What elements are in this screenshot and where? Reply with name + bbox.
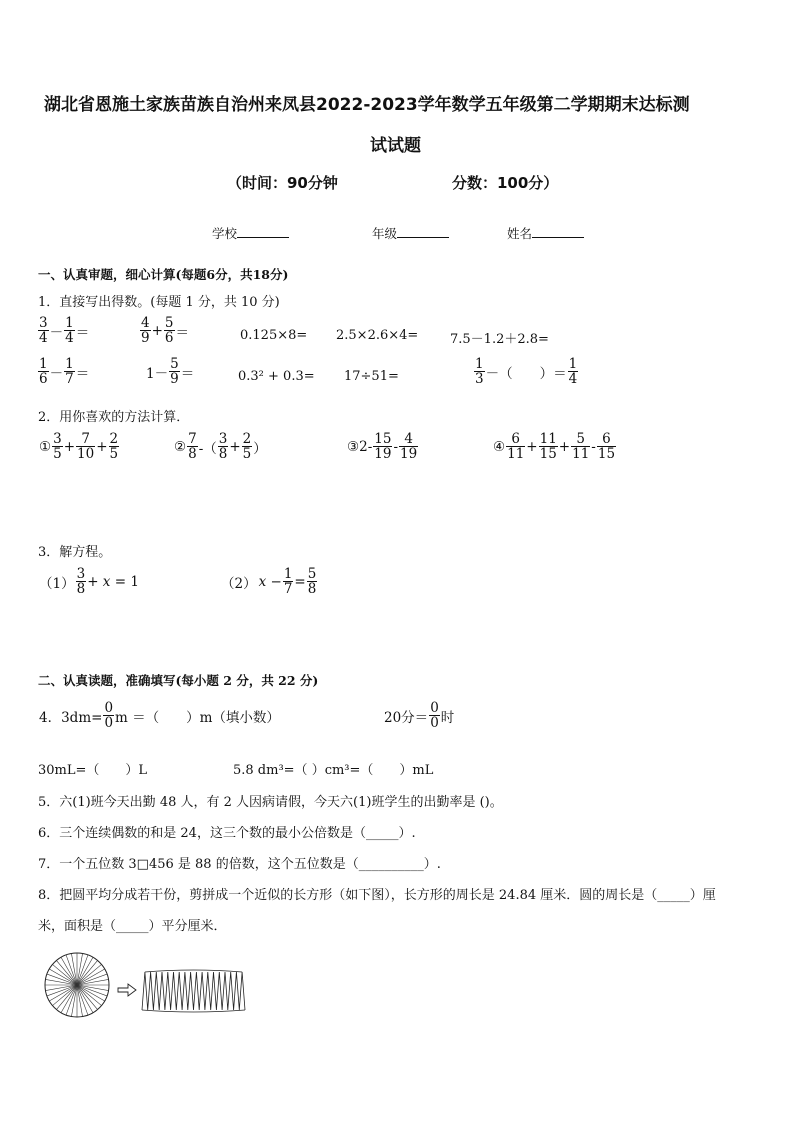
sector-circle	[45, 953, 109, 1017]
rearranged-rectangle	[142, 970, 245, 1012]
q8-figure	[40, 948, 255, 1023]
grade-field	[372, 224, 449, 242]
q4-line1-left: 4．3dm= $\frac{0}{0}$ m ＝（ ）m（填小数）	[39, 700, 280, 732]
title-line-1: 湖北省恩施土家族苗族自治州来凤县2022-2023学年数学五年级第二学期期末达标测	[44, 95, 690, 115]
q4-line2-right: 5.8 dm³=（ ）cm³=（ ）mL	[233, 763, 434, 778]
q5: 5．六(1)班今天出勤 48 人，有 2 人因病请假，今天六(1)班学生的出勤率是 ()。	[38, 795, 503, 810]
grade-label: 年级	[372, 226, 398, 241]
q1-stem: 1．直接写出得数。(每题 1 分，共 10 分)	[38, 295, 280, 310]
q3-item-2: （2） x − $\frac{1}{7}$ = $\frac{5}{8}$	[221, 566, 317, 598]
q1-r2-b: 1－ $\frac{5}{9}$ ＝	[146, 356, 195, 388]
school-blank[interactable]	[237, 225, 289, 238]
section1-heading: 一、认真审题，细心计算(每题6分，共18分)	[38, 267, 289, 282]
q4-line1-right: 20分＝ $\frac{0}{0}$ 时	[384, 700, 455, 732]
q1-r2-c: 0.3² + 0.3=	[238, 369, 315, 384]
q1-r2-a: $\frac{1}{6}$ － $\frac{1}{7}$ ＝	[39, 356, 90, 388]
q1-r1-b: $\frac{4}{9}$ + $\frac{5}{6}$ ＝	[141, 315, 189, 347]
rect-bottom-edge	[142, 1010, 245, 1012]
q2-stem: 2．用你喜欢的方法计算．	[38, 410, 190, 425]
q1-r1-a: $\frac{3}{4}$ － $\frac{1}{4}$ ＝	[39, 315, 90, 347]
title-line-2: 试试题	[370, 136, 421, 156]
q2-item-3: ③2- $\frac{15}{19}$ - $\frac{4}{19}$	[347, 431, 418, 463]
school-label: 学校	[212, 226, 238, 241]
q8-line2: 米，面积是（_____）平分厘米．	[38, 919, 227, 934]
q1-r1-c: 0.125×8=	[240, 328, 308, 343]
zigzag-sectors	[142, 972, 245, 1010]
name-blank[interactable]	[532, 225, 584, 238]
q4-line2-left: 30mL=（ ）L	[38, 763, 148, 778]
q1-r2-e: $\frac{1}{3}$ －（ ）＝ $\frac{1}{4}$	[475, 356, 578, 388]
section2-heading: 二、认真读题，准确填写(每小题 2 分，共 22 分)	[38, 673, 319, 688]
q1-r1-d: 2.5×2.6×4=	[336, 328, 419, 343]
q2-item-1: ① $\frac{3}{5}$ + $\frac{7}{10}$ + $\frac{2}{5}$	[39, 431, 119, 463]
q1-r1-e: 7.5－1.2＋2.8=	[450, 332, 549, 347]
score-label: 分数：100分）	[452, 174, 559, 192]
q3-item-1: （1） $\frac{3}{8}$ + x = 1	[39, 566, 139, 598]
q7: 7．一个五位数 3□456 是 88 的倍数，这个五位数是（__________）.	[38, 857, 441, 872]
q2-item-4: ④ $\frac{6}{11}$ + $\frac{11}{15}$ + $\frac{5}{11}$ - $\frac{6}{15}$	[493, 431, 616, 463]
arrow-icon	[118, 984, 136, 996]
name-field	[507, 224, 584, 242]
rect-top-edge	[145, 970, 242, 972]
name-label: 姓名	[507, 226, 533, 241]
time-label: （时间：90分钟	[227, 174, 338, 192]
grade-blank[interactable]	[397, 225, 449, 238]
q6: 6．三个连续偶数的和是 24，这三个数的最小公倍数是（_____）.	[38, 826, 416, 841]
q1-r2-d: 17÷51=	[344, 369, 399, 384]
q2-item-2: ② $\frac{7}{8}$ -（ $\frac{3}{8}$ + $\frac{2}{5}$ ）	[174, 431, 267, 463]
q3-stem: 3．解方程。	[38, 545, 112, 560]
school-field	[212, 224, 289, 242]
q8-line1: 8．把圆平均分成若干份，剪拼成一个近似的长方形（如下图），长方形的周长是 24.84 厘米．圆的周长是（_____）厘	[38, 888, 716, 903]
